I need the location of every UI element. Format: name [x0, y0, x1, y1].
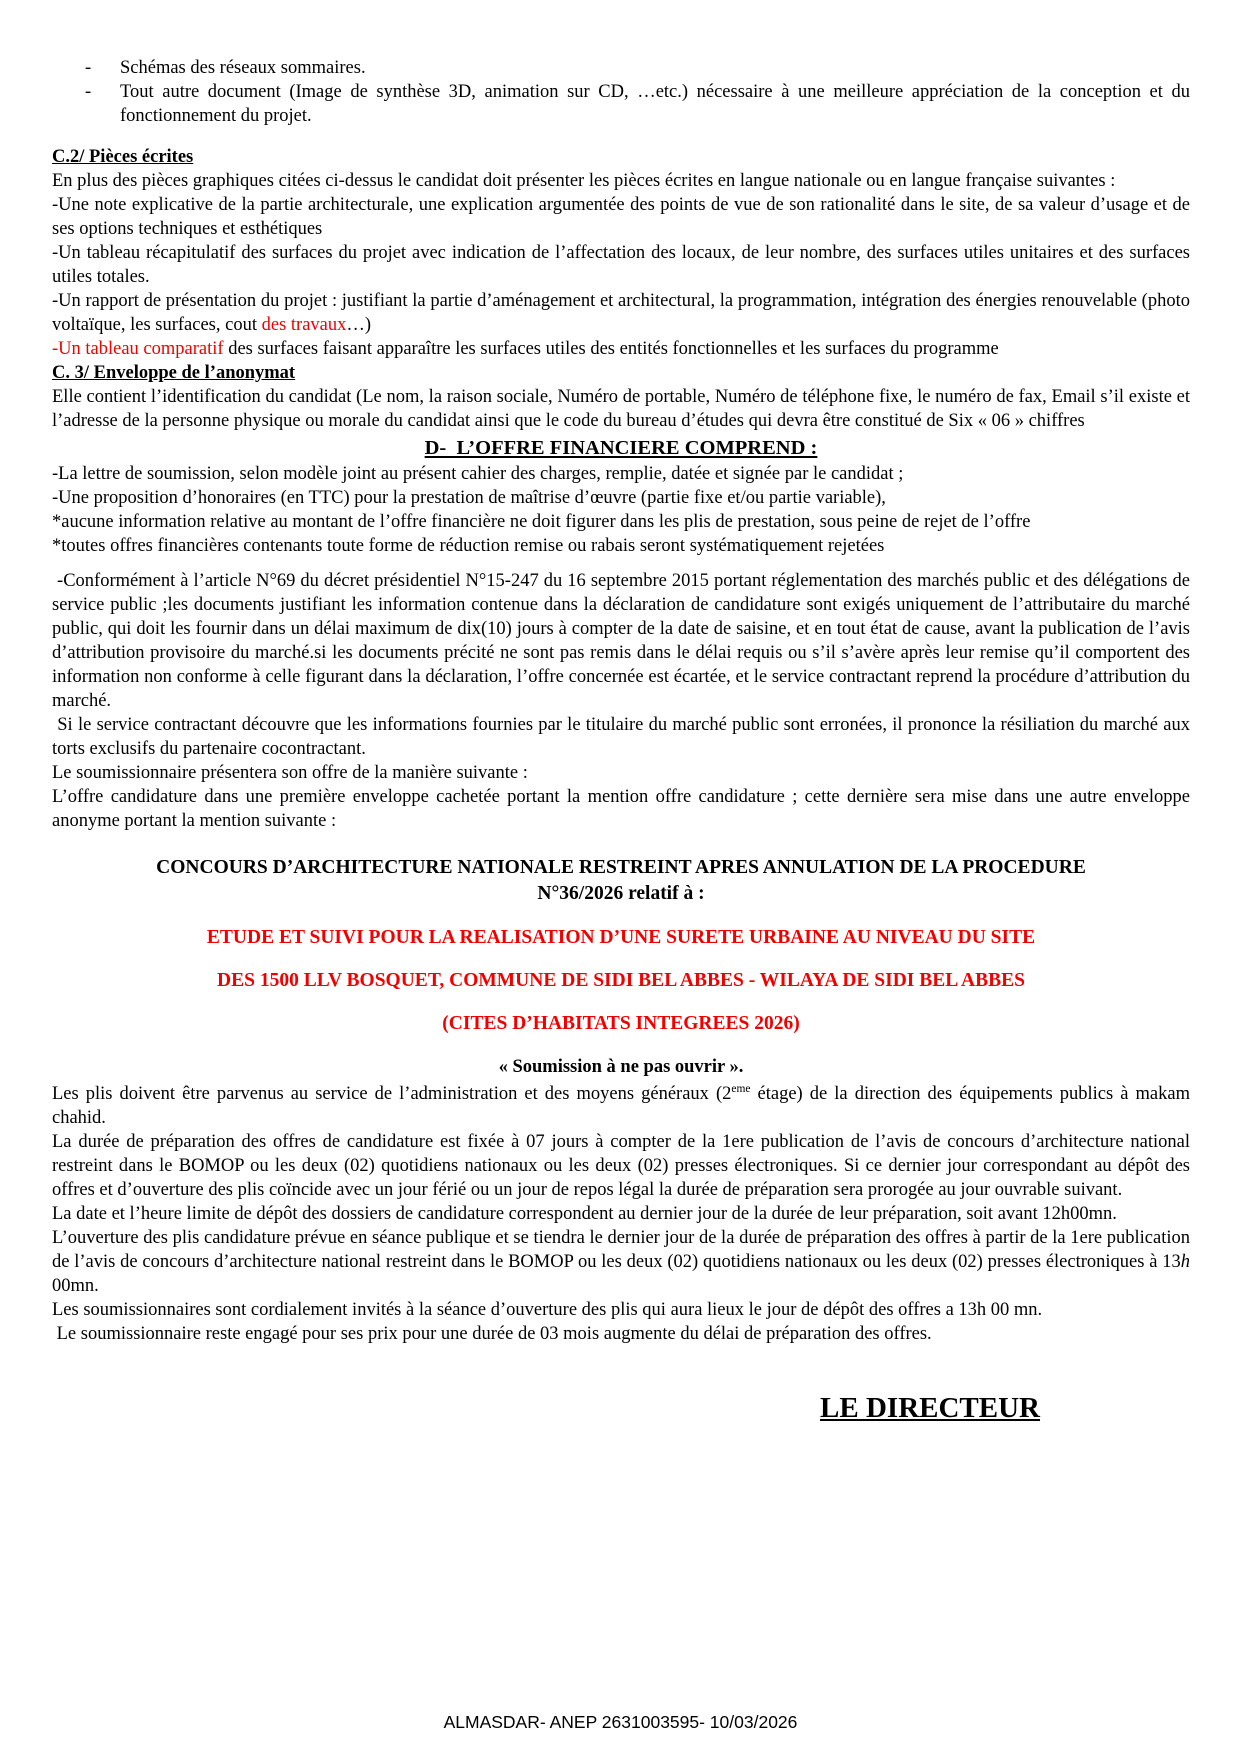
para-duree-preparation: La durée de préparation des offres de candidature est fixée à 07 jours à compter de la 1ere publication de l’avis de concours d’architecture national restreint dans le BOMOP ou les deux (02) quotidiens nationaux ou les deux (02) presses électroniques. Si ce dernier jour correspondant au dépôt des offres et d’ouverture des plis coïncide avec un jour férié ou un jour de repos légal la durée de préparation sera prorogée au jour ouvrable suivant.: [52, 1132, 1190, 1200]
text-run: Les plis doivent être parvenus au service de l’administration et des moyens généraux (2: [52, 1084, 732, 1104]
red-text-run: -Un tableau comparatif: [52, 339, 224, 359]
signature-le-directeur: LE DIRECTEUR: [820, 1392, 1040, 1424]
para-ouverture-plis: [52, 1226, 1190, 1298]
para-aucune-information: *aucune information relative au montant de l’offre financière ne doit figurer dans les plis de prestation, sous peine de rejet de l’offre: [52, 512, 1031, 532]
para-engagement-prix: Le soumissionnaire reste engagé pour ses prix pour une durée de 03 mois augmente du délai de préparation des offres.: [52, 1324, 932, 1344]
para-date-heure-limite: La date et l’heure limite de dépôt des dossiers de candidature correspondent au dernier jour de la durée de leur préparation, soit avant 12h00mn.: [52, 1204, 1117, 1224]
para-note-explicative: -Une note explicative de la partie architecturale, une explication argumentée des points de vue de son rationalité dans le site, de sa valeur d’usage et de ses options techniques et esthétiques: [52, 195, 1190, 239]
para-tableau-comparatif: [52, 337, 1190, 361]
heading-site-bosquet: DES 1500 LLV BOSQUET, COMMUNE DE SIDI BEL ABBES - WILAYA DE SIDI BEL ABBES: [217, 970, 1025, 991]
heading-cites-habitats: (CITES D’HABITATS INTEGREES 2026): [442, 1013, 800, 1034]
heading-soumission-ne-pas-ouvrir: « Soumission à ne pas ouvrir ».: [498, 1057, 744, 1077]
para-rapport-presentation: [52, 289, 1190, 337]
text-run: L’ouverture des plis candidature prévue en séance publique et se tiendra le dernier jour de la durée de préparation des offres à partir de la 1ere publication de l’avis de concours d’architecture national restreint dans le BOMOP ou les deux (02) quotidiens nationaux ou les deux (02) presses électroniques à 13: [52, 1228, 1190, 1272]
para-service-contractant: Si le service contractant découvre que les informations fournies par le titulaire du marché public sont erronées, il prononce la résiliation du marché aux torts exclusifs du partenaire cocontractant.: [52, 715, 1190, 759]
text-run: des surfaces faisant apparaître les surfaces utiles des entités fonctionnelles et les surfaces du programme: [223, 339, 999, 359]
para-conformement-article: -Conformément à l’article N°69 du décret présidentiel N°15-247 du 16 septembre 2015 portant réglementation des marchés public et des délégations de service public ;les documents justifiant les information contenue dans la déclaration de candidature sont exigés uniquement de l’attributaire du marché public, qui doit les fournir dans un délai maximum de dix(10) jours à compter de la date de saisine, et en tout état de cause, avant la publication de l’avis d’attribution provisoire du marché.si les documents précité ne sont pas remis dans le délai requis ou s’il s’avère après leur remise qu’il comportent des information non conforme à celle figurant dans la déclaration, l’offre concernée est écartée, et le service contractant reprend la procédure d’attribution du marché.: [52, 571, 1190, 711]
heading-concours: [52, 855, 1190, 907]
text-run: 00mn.: [52, 1276, 99, 1296]
para-toutes-offres: *toutes offres financières contenants toute forme de réduction remise ou rabais seront systématiquement rejetées: [52, 536, 885, 556]
text-run: …): [346, 315, 372, 335]
bullet-text: Tout autre document (Image de synthèse 3D, animation sur CD, …etc.) nécessaire à une meilleure appréciation de la conception et du fonctionnement du projet.: [120, 82, 1190, 126]
para-invitation-seance: Les soumissionnaires sont cordialement invités à la séance d’ouverture des plis qui aura lieux le jour de dépôt des offres a 13h 00 mn.: [52, 1300, 1043, 1320]
heading-line: N°36/2026 relatif à :: [537, 883, 705, 904]
text-run: h: [1180, 1252, 1190, 1272]
bullet-schemas: [52, 56, 1190, 80]
text-run: -Un rapport de présentation du projet : justifiant la partie d’aménagement et architectural, la programmation, intégration des énergies renouvelable (photo voltaïque, les surfaces, cout: [52, 291, 1190, 335]
para-plis-parvenus: [52, 1082, 1190, 1130]
superscript-run: eme: [731, 1082, 751, 1095]
para-identification-candidat: Elle contient l’identification du candidat (Le nom, la raison sociale, Numéro de portable, Numéro de téléphone fixe, le numéro de fax, Email s’il existe et l’adresse de la personne physique ou morale du candidat ainsi que le code du bureau d’études qui devra être constitué de Six « 06 » chiffres: [52, 387, 1190, 431]
dash-bullet: -: [85, 82, 92, 102]
bullet-text: Schémas des réseaux sommaires.: [120, 58, 366, 78]
para-lettre-soumission: -La lettre de soumission, selon modèle joint au présent cahier des charges, remplie, datée et signée par le candidat ;: [52, 464, 904, 484]
text-run: étage) de la direction des équipements publics à makam chahid.: [52, 1084, 1190, 1128]
bullet-autre-document: [52, 80, 1190, 128]
heading-line: CONCOURS D’ARCHITECTURE NATIONALE RESTREINT APRES ANNULATION DE LA PROCEDURE: [156, 857, 1086, 878]
heading-pieces-ecrites: C.2/ Pièces écrites: [52, 147, 194, 167]
para-offre-candidature: L’offre candidature dans une première enveloppe cachetée portant la mention offre candidature ; cette dernière sera mise dans une autre enveloppe anonyme portant la mention suivante :: [52, 787, 1190, 831]
footer-anep-reference: ALMASDAR- ANEP 2631003595- 10/03/2026: [443, 1712, 798, 1732]
red-text-run: des travaux: [261, 315, 347, 335]
para-proposition-honoraires: -Une proposition d’honoraires (en TTC) pour la prestation de maîtrise d’œuvre (partie fixe et/ou partie variable),: [52, 488, 886, 508]
para-tableau-recapitulatif: -Un tableau récapitulatif des surfaces du projet avec indication de l’affectation des locaux, de leur nombre, des surfaces utiles unitaires et des surfaces utiles totales.: [52, 243, 1190, 287]
dash-bullet: -: [85, 58, 92, 78]
para-intro-pieces: En plus des pièces graphiques citées ci-dessus le candidat doit présenter les pièces écrites en langue nationale ou en langue française suivantes :: [52, 171, 1116, 191]
heading-etude-suivi: ETUDE ET SUIVI POUR LA REALISATION D’UNE SURETE URBAINE AU NIVEAU DU SITE: [206, 927, 1036, 948]
para-presentera-offre: Le soumissionnaire présentera son offre de la manière suivante :: [52, 763, 528, 783]
heading-offre-financiere: D- L’OFFRE FINANCIERE COMPREND :: [424, 437, 818, 459]
heading-enveloppe-anonymat: C. 3/ Enveloppe de l’anonymat: [52, 363, 296, 383]
